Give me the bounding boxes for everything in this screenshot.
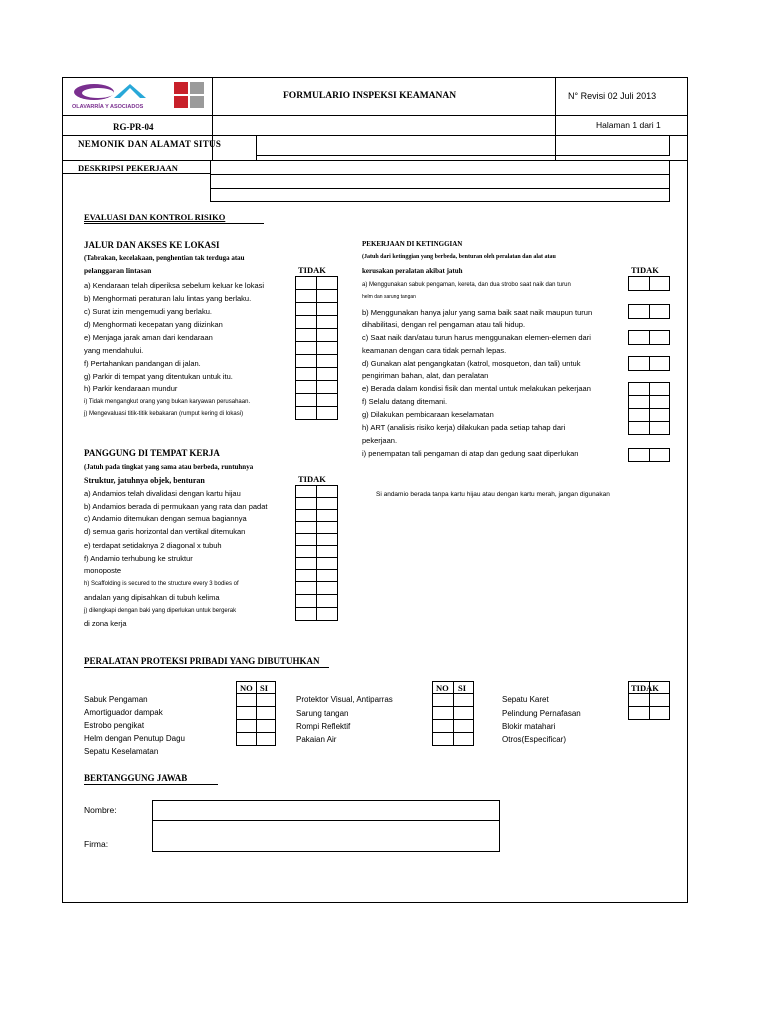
ppe-item-1-1: Sabuk Pengaman <box>84 695 148 704</box>
left1-item-a: a) Kendaraan telah diperiksa sebelum keluar ke lokasi <box>84 281 265 290</box>
right1-item-e: e) Berada dalam kondisi fisik dan mental untuk melakukan pekerjaan <box>362 384 591 393</box>
ppe-col2-no: NO <box>436 683 449 693</box>
right1-col-header: TIDAK <box>631 265 659 275</box>
ppe-title-underline <box>84 667 329 668</box>
ppe-item-1-4: Helm dengan Penutup Dagu <box>84 734 185 743</box>
right1-note: Si andamio berada tanpa kartu hijau atau dengan kartu merah, jangan digunakan <box>376 491 610 498</box>
ppe-item-1-5: Sepatu Keselamatan <box>84 747 159 756</box>
responsible-underline <box>84 784 218 785</box>
risk-section-title: EVALUASI DAN KONTROL RISIKO <box>84 212 226 222</box>
job-field-rule-2 <box>210 188 670 189</box>
left2-item-j-cont: di zona kerja <box>84 619 127 628</box>
ppe-col2-si: SI <box>458 683 467 693</box>
left1-subtitle: (Tabrakan, kecelakaan, penghentian tak terduga atau <box>84 254 245 262</box>
right1-item-b-cont: dihabilitasi, dengan rel pengaman atau tali hidup. <box>362 320 526 329</box>
left1-item-j: j) Mengevaluasi titik-titik kebakaran (rumput kering di lokasi) <box>84 411 244 417</box>
certification-badges <box>174 82 208 110</box>
ppe-grid-3[interactable] <box>628 681 670 720</box>
revision-number: N° Revisi 02 Juli 2013 <box>568 91 657 101</box>
left2-title: PANGGUNG DI TEMPAT KERJA <box>84 448 220 458</box>
left1-item-g: g) Parkir di tempat yang ditentukan untuk itu. <box>84 372 233 381</box>
left2-item-c: c) Andamio ditemukan dengan semua bagiannya <box>84 514 247 523</box>
ppe-col1-no: NO <box>240 683 253 693</box>
left1-item-i: i) Tidak mengangkut orang yang bukan karyawan perusahaan. <box>84 399 251 405</box>
right1-item-d: d) Gunakan alat pengangkatan (katrol, mosqueton, dan tali) untuk <box>362 359 581 368</box>
ppe-item-2-2: Sarung tangan <box>296 709 349 718</box>
job-description-field[interactable] <box>210 160 670 202</box>
left1-col-header: TIDAK <box>298 265 326 275</box>
right1-item-d-cont: pengiriman bahan, alat, dan peralatan <box>362 371 489 380</box>
right1-checkbox-grid-b[interactable] <box>628 304 670 319</box>
right1-checkbox-grid-c[interactable] <box>628 330 670 345</box>
ppe-item-2-1: Protektor Visual, Antiparras <box>296 695 393 704</box>
left1-checkbox-grid[interactable] <box>295 276 338 420</box>
left2-item-h-cont: andalan yang dipisahkan di tubuh kelima <box>84 593 220 602</box>
job-field-rule-1 <box>210 174 670 175</box>
right1-checkbox-grid-e[interactable] <box>628 382 670 435</box>
page-number: Halaman 1 dari 1 <box>596 120 661 130</box>
left2-item-d: d) semua garis horizontal dan vertikal ditemukan <box>84 527 246 536</box>
left2-subtitle2: Struktur, jatuhnya objek, benturan <box>84 476 205 485</box>
logo-swoosh-icon <box>70 80 156 106</box>
left2-item-e: e) terdapat setidaknya 2 diagonal x tubuh <box>84 541 222 550</box>
site-label: NEMONIK DAN ALAMAT SITUS <box>78 139 222 149</box>
responsible-fields[interactable] <box>152 800 500 852</box>
site-field[interactable] <box>256 136 670 156</box>
left1-item-d: d) Menghormati kecepatan yang diizinkan <box>84 320 223 329</box>
left1-item-f: f) Pertahankan pandangan di jalan. <box>84 359 201 368</box>
ppe-item-1-3: Estrobo pengikat <box>84 721 145 730</box>
logo-text: OLAVARRÍA Y ASOCIADOS <box>72 104 144 110</box>
ppe-col1-si: SI <box>260 683 269 693</box>
right1-item-g: g) Dilakukan pembicaraan keselamatan <box>362 410 494 419</box>
form-title: FORMULARIO INSPEKSI KEAMANAN <box>283 91 457 101</box>
right1-subtitle: (Jatuh dari ketinggian yang berbeda, benturan oleh peralatan dan alat atau <box>362 254 556 260</box>
left2-item-h: h) Scaffolding is secured to the structure every 3 bodies of <box>84 581 239 587</box>
ppe-grid-1[interactable] <box>236 681 276 746</box>
left1-item-c: c) Surat izin mengemudi yang berlaku. <box>84 307 212 316</box>
left1-title: JALUR DAN AKSES KE LOKASI <box>84 240 220 250</box>
responsible-field-divider <box>152 820 500 821</box>
ppe-title: PERALATAN PROTEKSI PRIBADI YANG DIBUTUHKAN <box>84 656 320 666</box>
right1-item-b: b) Menggunakan hanya jalur yang sama baik saat naik maupun turun <box>362 308 593 317</box>
responsible-title: BERTANGGUNG JAWAB <box>84 773 188 783</box>
left2-checkbox-grid[interactable] <box>295 485 338 621</box>
ppe-col3-tidak: TIDAK <box>631 683 659 693</box>
left2-subtitle: (Jatuh pada tingkat yang sama atau berbeda, runtuhnya <box>84 463 254 471</box>
left1-item-e-cont: yang mendahului. <box>84 346 144 355</box>
left1-item-e: e) Menjaga jarak aman dari kendaraan <box>84 333 213 342</box>
left2-item-f: f) Andamio terhubung ke struktur <box>84 554 193 563</box>
right1-title: PEKERJAAN DI KETINGGIAN <box>362 240 463 248</box>
form-code: RG-PR-04 <box>113 122 154 132</box>
left2-col-header: TIDAK <box>298 474 326 484</box>
left1-item-b: b) Menghormati peraturan lalu lintas yang berlaku. <box>84 294 252 303</box>
job-label: DESKRIPSI PEKERJAAN <box>78 163 178 173</box>
ppe-item-2-4: Pakaian Air <box>296 735 337 744</box>
ppe-item-3-2: Pelindung Pernafasan <box>502 709 581 718</box>
left2-item-j: j) dilengkapi dengan baki yang diperlukan untuk bergerak <box>84 608 237 614</box>
left2-item-a: a) Andamios telah divalidasi dengan kartu hijau <box>84 489 241 498</box>
right1-checkbox-grid-a[interactable] <box>628 276 670 291</box>
right1-item-i: i) penempatan tali pengaman di atap dan gedung saat diperlukan <box>362 449 579 458</box>
name-label: Nombre: <box>84 805 117 815</box>
right1-item-c-cont: keamanan dengan cara tidak pernah lepas. <box>362 346 507 355</box>
job-label-underline <box>62 173 210 174</box>
left1-subtitle2: pelanggaran lintasan <box>84 266 152 275</box>
right1-subtitle2: kerusakan peralatan akibat jatuh <box>362 267 463 275</box>
signature-label: Firma: <box>84 839 109 849</box>
ppe-item-3-1: Sepatu Karet <box>502 695 549 704</box>
right1-item-h: h) ART (analisis risiko kerja) dilakukan pada setiap tahap dari <box>362 423 566 432</box>
header-rule-1 <box>62 115 688 116</box>
company-logo <box>70 80 210 114</box>
ppe-item-3-3: Blokir matahari <box>502 722 556 731</box>
right1-checkbox-grid-d[interactable] <box>628 356 670 371</box>
right1-item-f: f) Selalu datang ditemani. <box>362 397 448 406</box>
ppe-item-1-2: Amortiguador dampak <box>84 708 163 717</box>
ppe-item-3-4: Otros(Especificar) <box>502 735 567 744</box>
right1-item-a-cont: helm dan sarung tangan <box>362 294 416 300</box>
ppe-grid-2[interactable] <box>432 681 474 746</box>
risk-title-underline <box>84 223 264 224</box>
ppe-item-2-3: Rompi Reflektif <box>296 722 351 731</box>
left2-item-f-cont: monoposte <box>84 566 122 575</box>
right1-item-a: a) Menggunakan sabuk pengaman, kereta, dan dua strobo saat naik dan turun <box>362 282 571 288</box>
left1-item-h: h) Parkir kendaraan mundur <box>84 384 178 393</box>
left2-item-b: b) Andamios berada di permukaan yang rata dan padat <box>84 502 268 511</box>
right1-item-c: c) Saat naik dan/atau turun harus menggunakan elemen-elemen dari <box>362 333 591 342</box>
right1-item-h-cont: pekerjaan. <box>362 436 398 445</box>
right1-checkbox-grid-i[interactable] <box>628 448 670 462</box>
